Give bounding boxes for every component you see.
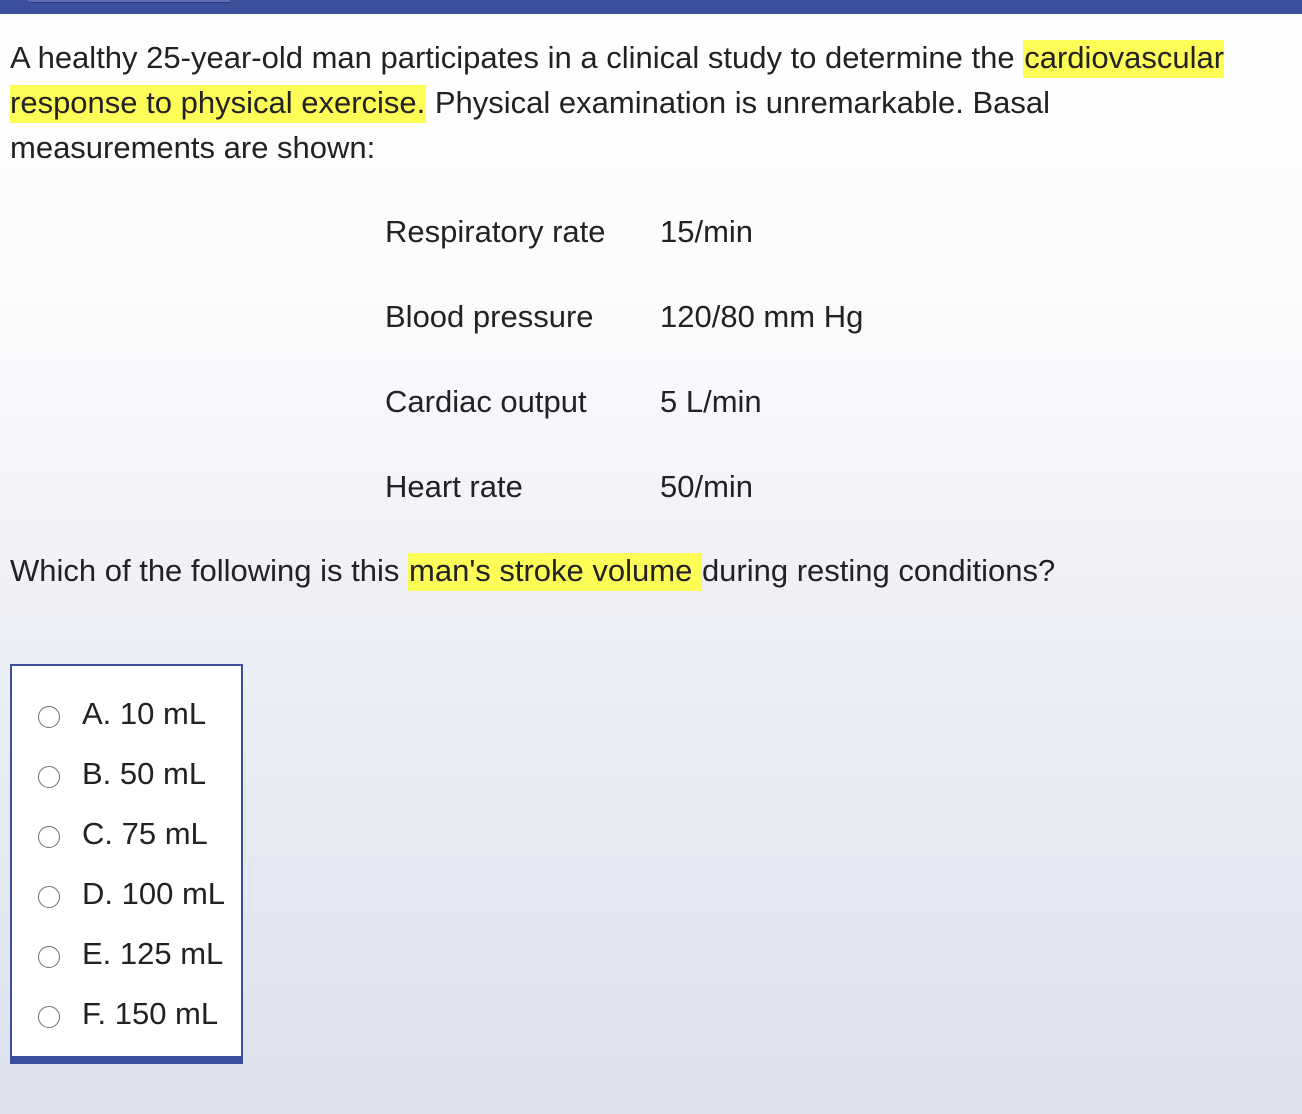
radio-button[interactable] [38,886,60,908]
answer-choices-box [10,664,243,1064]
measurement-row [385,210,1085,254]
measurement-value: 50/min [660,469,754,504]
answer-label[interactable]: D. 100 mL [82,876,226,911]
measurement-value: 120/80 mm Hg [660,299,864,334]
measurement-label: Respiratory rate [385,214,606,249]
stem-highlight: cardiovascular response to physical exercise. [10,40,1224,123]
radio-button[interactable] [38,946,60,968]
stem-text-continued: Physical examination is unremarkable. Basal measurements are shown: [10,85,1051,165]
measurement-value: 15/min [660,214,754,249]
question-highlight: man's stroke volume [408,553,702,591]
radio-button[interactable] [38,826,60,848]
answer-label[interactable]: F. 150 mL [82,996,219,1031]
radio-button[interactable] [38,766,60,788]
radio-button[interactable] [38,706,60,728]
header-tab[interactable] [28,0,230,3]
measurement-row [385,380,1085,424]
measurement-label: Cardiac output [385,384,587,419]
question-stem [10,35,1260,170]
question-text-continued: during resting conditions? [701,553,1056,588]
radio-button[interactable] [38,1006,60,1028]
answer-label[interactable]: C. 75 mL [82,816,208,851]
answer-label[interactable]: B. 50 mL [82,756,207,791]
measurement-value: 5 L/min [660,384,762,419]
measurement-row [385,295,1085,339]
measurement-label: Blood pressure [385,299,594,334]
answer-label[interactable]: E. 125 mL [82,936,224,971]
measurement-row [385,465,1085,509]
question-prompt [10,548,1055,593]
stem-text: A healthy 25-year-old man participates in a clinical study to determine the [10,40,1024,75]
answer-label[interactable]: A. 10 mL [82,696,207,731]
measurement-label: Heart rate [385,469,523,504]
header-bar [0,0,1302,14]
question-text: Which of the following is this [10,553,409,588]
